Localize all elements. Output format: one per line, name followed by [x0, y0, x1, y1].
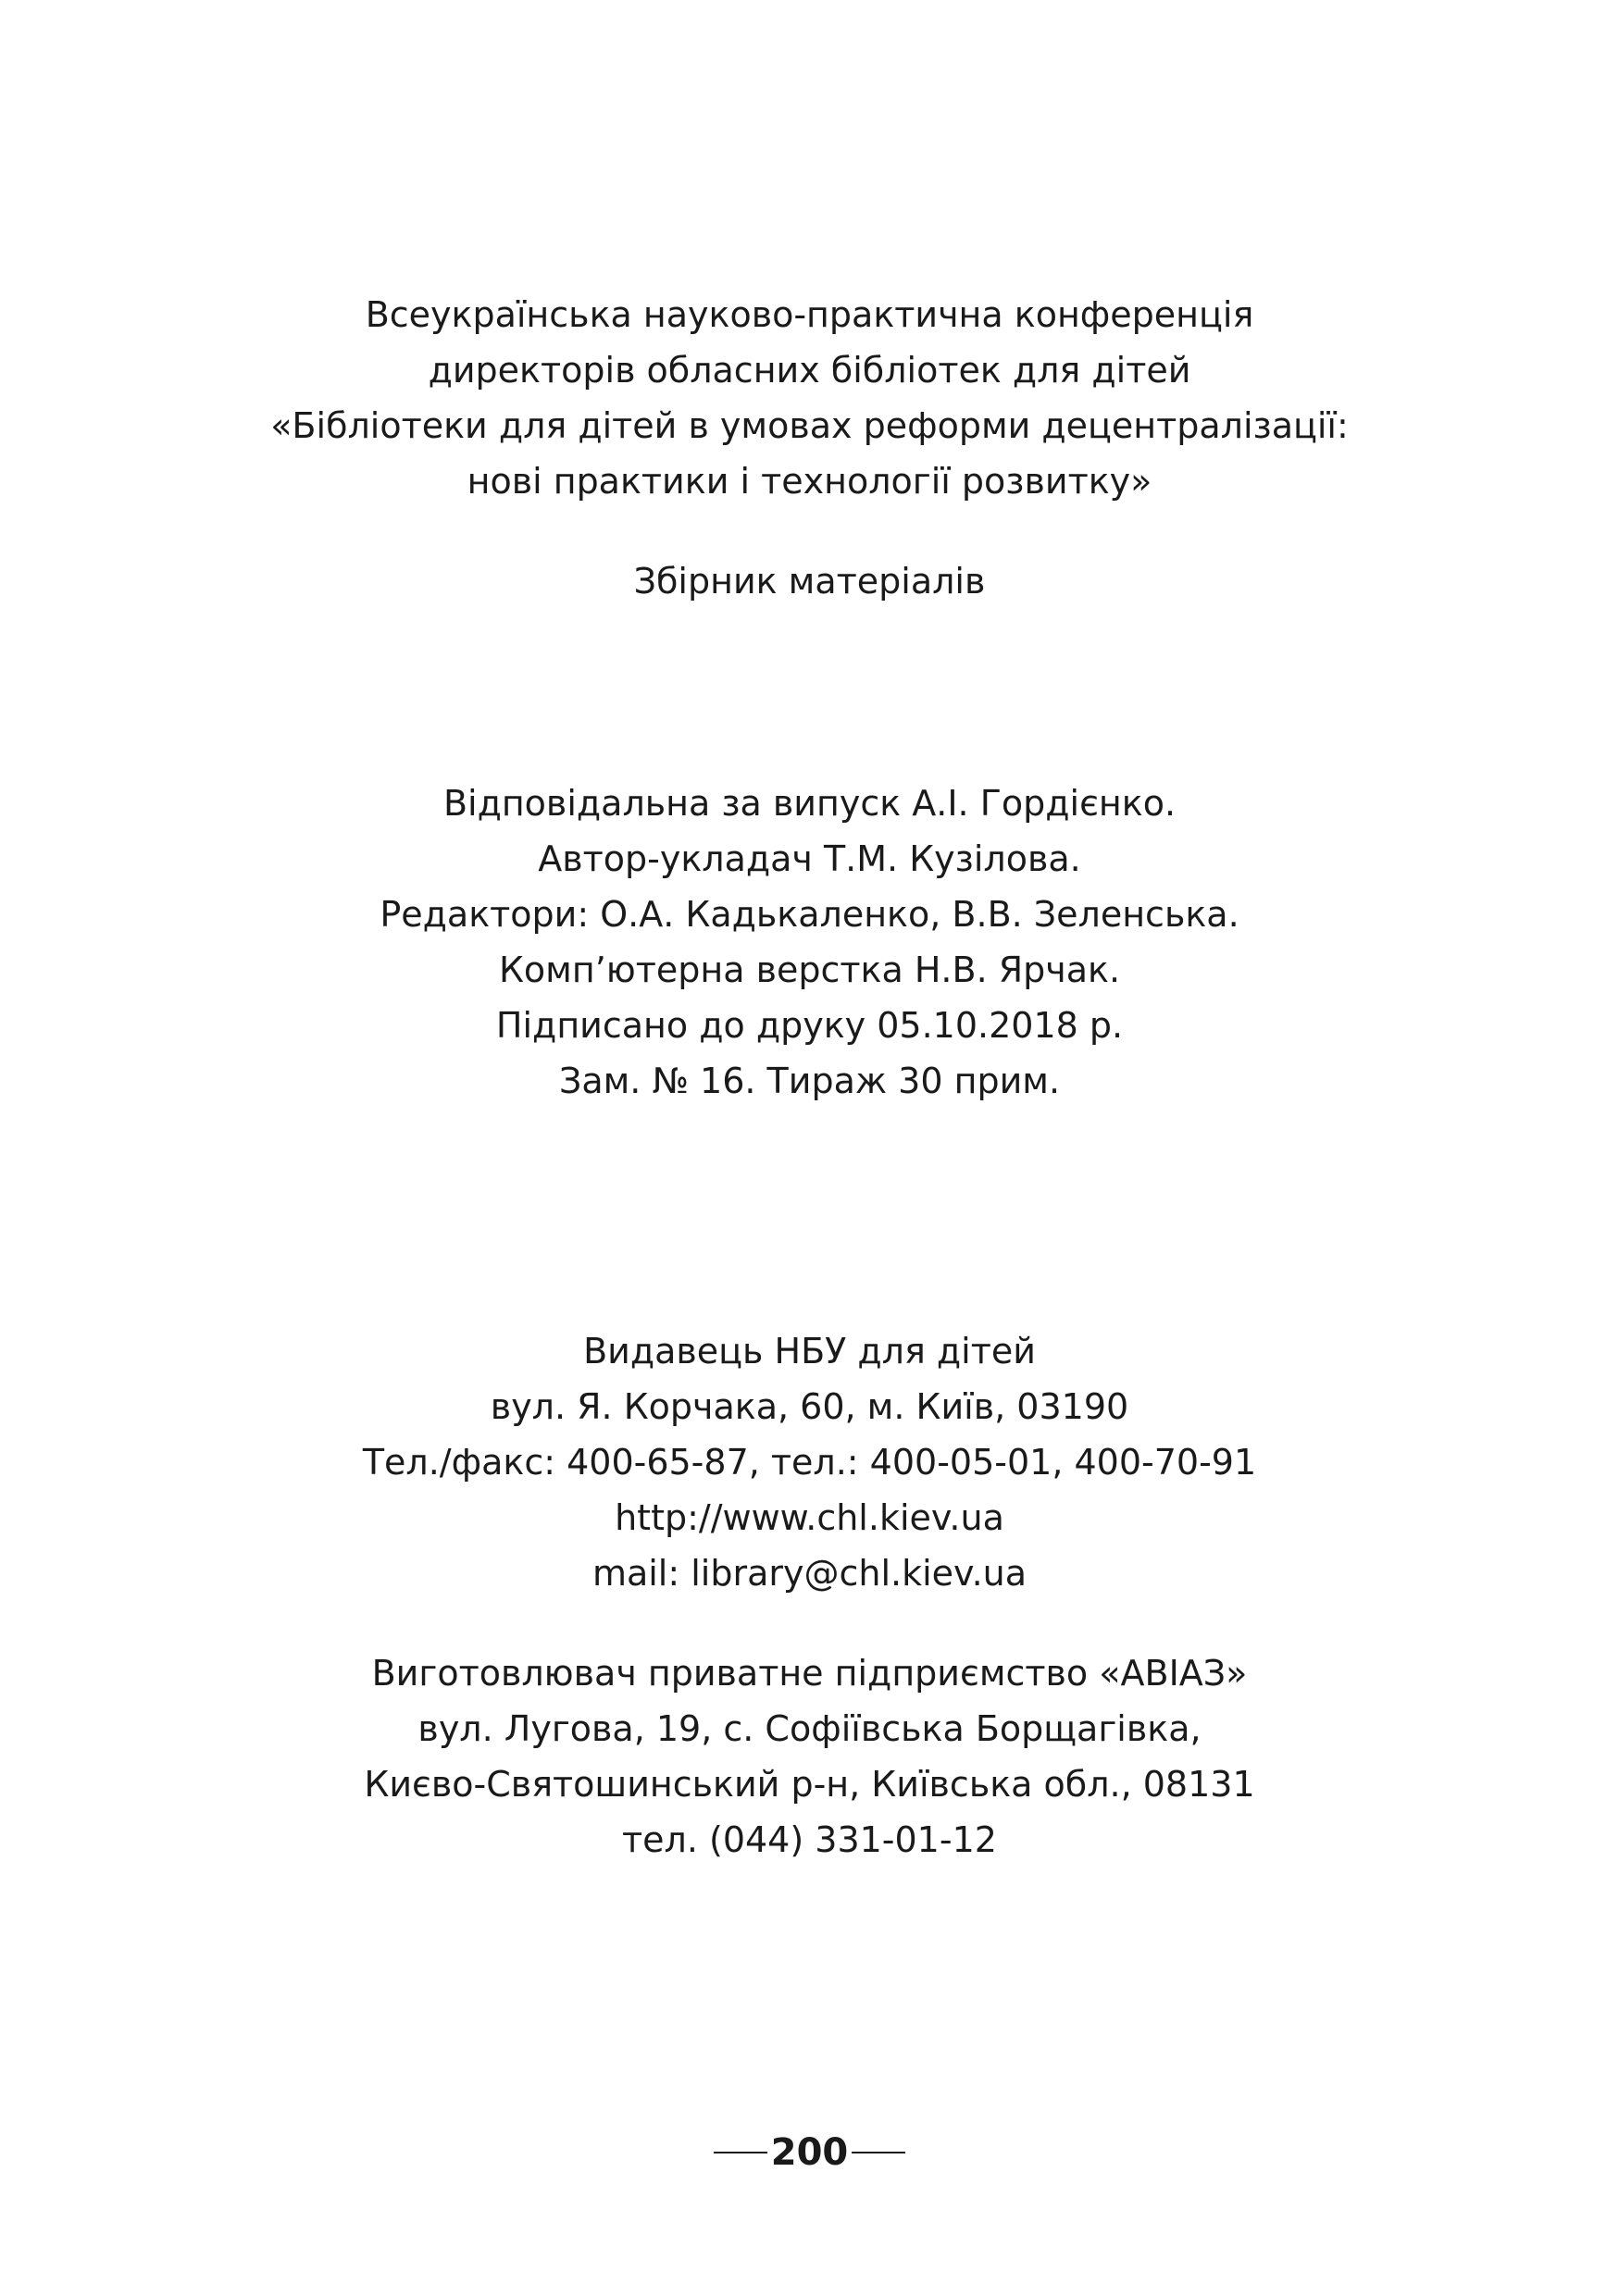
publisher-email: mail: library@chl.kiev.ua [592, 1553, 1027, 1594]
manufacturer-section [0, 1645, 1619, 1868]
publisher-address: вул. Я. Корчака, 60, м. Київ, 03190 [490, 1386, 1129, 1427]
credit-line: Комп’ютерна верстка Н.В. Ярчак. [498, 949, 1121, 990]
collection-subtitle [0, 553, 1619, 609]
footer-rule-right [852, 2152, 905, 2153]
conference-title [0, 287, 1619, 509]
title-line: нові практики і технології розвитку» [467, 461, 1152, 502]
publisher-line: Видавець НБУ для дітей [583, 1331, 1036, 1371]
publisher-website: http://www.chl.kiev.ua [615, 1497, 1004, 1538]
manufacturer-phone: тел. (044) 331-01-12 [622, 1819, 997, 1860]
credits-section [0, 776, 1619, 1109]
footer-rule-left [714, 2152, 767, 2153]
publisher-phones: Тел./факс: 400-65-87, тел.: 400-05-01, 400-70-91 [362, 1442, 1257, 1483]
manufacturer-line: Виготовлювач приватне підприємство «АВІАЗ» [371, 1653, 1248, 1694]
credit-line: Відповідальна за випуск А.І. Гордієнко. [442, 783, 1177, 824]
credit-line: Редактори: О.А. Кадькаленко, В.В. Зеленська. [380, 894, 1239, 935]
publisher-section [0, 1323, 1619, 1601]
page-footer [0, 2125, 1619, 2180]
manufacturer-region: Києво-Святошинський р-н, Київська обл., 08131 [364, 1764, 1255, 1805]
credit-line: Підписано до друку 05.10.2018 р. [495, 1005, 1124, 1046]
title-line: директорів обласних бібліотек для дітей [428, 350, 1191, 391]
page-number: 200 [770, 2131, 849, 2174]
manufacturer-address: вул. Лугова, 19, с. Софіївська Борщагівка, [417, 1708, 1202, 1749]
credit-line: Зам. № 16. Тираж 30 прим. [558, 1061, 1061, 1101]
subtitle-text: Збірник матеріалів [633, 561, 986, 602]
title-line: Всеукраїнська науково-практична конференція [365, 294, 1254, 335]
credit-line: Автор-укладач Т.М. Кузілова. [538, 838, 1081, 879]
title-line: «Бібліотеки для дітей в умовах реформи децентралізації: [270, 405, 1349, 446]
